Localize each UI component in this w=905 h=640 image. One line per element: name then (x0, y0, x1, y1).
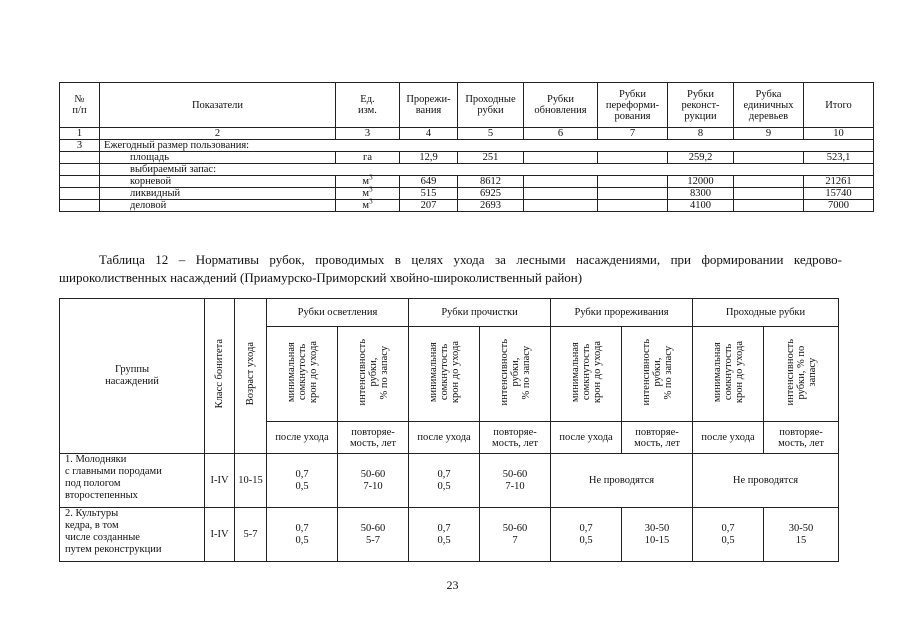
unit-cell: $м^3$ (336, 176, 400, 188)
header-after: после ухода (693, 422, 764, 454)
not-applicable-cell: Не проводятся (551, 454, 693, 508)
thinning-norms-table (59, 298, 839, 562)
value-cell: 0,7 0,5 (409, 454, 480, 508)
value-cell (734, 188, 804, 200)
row-label: площадь (100, 152, 336, 164)
header-cell: Прорежи- вания (400, 83, 458, 128)
table-caption: Таблица 12 – Нормативы рубок, проводимых в целях ухода за лесными насаждениями, при формировании кедрово-широколиственных насаждений (Приамурско-Приморский хвойно-широколиственный район) (59, 252, 842, 285)
header-min-density: минимальная сомкнутость крон до ухода (267, 327, 338, 422)
value-cell: 50-60 7 (480, 508, 551, 562)
value-cell: 21261 (804, 176, 874, 188)
age-cell: 5-7 (235, 508, 267, 562)
value-cell: 15740 (804, 188, 874, 200)
column-number: 10 (804, 128, 874, 140)
value-cell: 50-60 7-10 (338, 454, 409, 508)
value-cell: 207 (400, 200, 458, 212)
table-row (60, 164, 874, 176)
header-cell: Проходные рубки (458, 83, 524, 128)
header-repeat: повторяе- мость, лет (480, 422, 551, 454)
row-number (60, 152, 100, 164)
value-cell: 8612 (458, 176, 524, 188)
column-number: 4 (400, 128, 458, 140)
header-cell: Рубки обновления (524, 83, 598, 128)
header-repeat: повторяе- мость, лет (622, 422, 693, 454)
header-repeat: повторяе- мость, лет (764, 422, 839, 454)
value-cell: 30-50 15 (764, 508, 839, 562)
row-number: 3 (60, 140, 100, 152)
value-cell: 523,1 (804, 152, 874, 164)
value-cell: 2693 (458, 200, 524, 212)
value-cell: 7000 (804, 200, 874, 212)
value-cell: 649 (400, 176, 458, 188)
row-label: деловой (100, 200, 336, 212)
value-cell: 251 (458, 152, 524, 164)
row-label: Ежегодный размер пользования: (100, 140, 874, 152)
column-number: 7 (598, 128, 668, 140)
column-number: 5 (458, 128, 524, 140)
row-label: выбираемый запас: (100, 164, 874, 176)
column-number-row (60, 128, 874, 140)
column-number: 1 (60, 128, 100, 140)
header-cell: Рубки реконст- рукции (668, 83, 734, 128)
group-cell: 1. Молодняки с главными породами под пологом второстепенных (60, 454, 205, 508)
header-cell: Рубка единичных деревьев (734, 83, 804, 128)
value-cell: 0,7 0,5 (551, 508, 622, 562)
value-cell: 515 (400, 188, 458, 200)
header-class: Класс бонитета (205, 299, 235, 454)
column-number: 6 (524, 128, 598, 140)
value-cell (598, 200, 668, 212)
value-cell (734, 176, 804, 188)
row-number (60, 176, 100, 188)
header-cut-type: Рубки осветления (267, 299, 409, 327)
value-cell (734, 200, 804, 212)
unit-cell: га (336, 152, 400, 164)
column-number: 9 (734, 128, 804, 140)
table-row (60, 140, 874, 152)
header-after: после ухода (267, 422, 338, 454)
row-number (60, 164, 100, 176)
value-cell (598, 176, 668, 188)
table-row (60, 200, 874, 212)
value-cell (524, 152, 598, 164)
header-cut-type: Проходные рубки (693, 299, 839, 327)
value-cell (524, 188, 598, 200)
value-cell: 0,7 0,5 (693, 508, 764, 562)
header-after: после ухода (551, 422, 622, 454)
table-row (60, 188, 874, 200)
header-intensity: интенсивность рубки, % по запасу (480, 327, 551, 422)
value-cell: 0,7 0,5 (267, 454, 338, 508)
value-cell: 0,7 0,5 (267, 508, 338, 562)
page-number: 23 (446, 578, 459, 592)
header-cell: Ед. изм. (336, 83, 400, 128)
header-age: Возраст ухода (235, 299, 267, 454)
value-cell: 259,2 (668, 152, 734, 164)
header-cut-type: Рубки прореживания (551, 299, 693, 327)
header-groups: Группы насаждений (60, 299, 205, 454)
value-cell (598, 188, 668, 200)
header-after: после ухода (409, 422, 480, 454)
age-cell: 10-15 (235, 454, 267, 508)
row-number (60, 188, 100, 200)
value-cell: 12,9 (400, 152, 458, 164)
table-header-row (60, 299, 839, 327)
value-cell: 6925 (458, 188, 524, 200)
table-row (60, 176, 874, 188)
unit-cell: $м^3$ (336, 200, 400, 212)
group-cell: 2. Культуры кедра, в том числе созданные путем реконструкции (60, 508, 205, 562)
value-cell: 8300 (668, 188, 734, 200)
not-applicable-cell: Не проводятся (693, 454, 839, 508)
column-number: 2 (100, 128, 336, 140)
table-row (60, 152, 874, 164)
header-repeat: повторяе- мость, лет (338, 422, 409, 454)
value-cell: 4100 (668, 200, 734, 212)
header-min-density: минимальная сомкнутость крон до ухода (693, 327, 764, 422)
header-cell: Показатели (100, 83, 336, 128)
value-cell: 30-50 10-15 (622, 508, 693, 562)
column-number: 3 (336, 128, 400, 140)
header-cell: Рубки переформи- рования (598, 83, 668, 128)
value-cell (524, 200, 598, 212)
header-min-density: минимальная сомкнутость крон до ухода (409, 327, 480, 422)
class-cell: I-IV (205, 454, 235, 508)
row-label: ликвидный (100, 188, 336, 200)
value-cell: 12000 (668, 176, 734, 188)
table-row (60, 454, 839, 508)
table-header-row (60, 83, 874, 128)
header-cut-type: Рубки прочистки (409, 299, 551, 327)
header-intensity: интенсивность рубки, % по запасу (338, 327, 409, 422)
value-cell (524, 176, 598, 188)
class-cell: I-IV (205, 508, 235, 562)
row-number (60, 200, 100, 212)
indicators-table (59, 82, 874, 212)
header-intensity: интенсивность рубки, % по запасу (622, 327, 693, 422)
value-cell: 0,7 0,5 (409, 508, 480, 562)
value-cell (734, 152, 804, 164)
value-cell (598, 152, 668, 164)
column-number: 8 (668, 128, 734, 140)
value-cell: 50-60 7-10 (480, 454, 551, 508)
table-row (60, 508, 839, 562)
value-cell: 50-60 5-7 (338, 508, 409, 562)
row-label: корневой (100, 176, 336, 188)
header-cell: Итого (804, 83, 874, 128)
header-cell: № п/п (60, 83, 100, 128)
header-intensity: интенсивность рубки, % по запасу (764, 327, 839, 422)
unit-cell: $м^3$ (336, 188, 400, 200)
header-min-density: минимальная сомкнутость крон до ухода (551, 327, 622, 422)
